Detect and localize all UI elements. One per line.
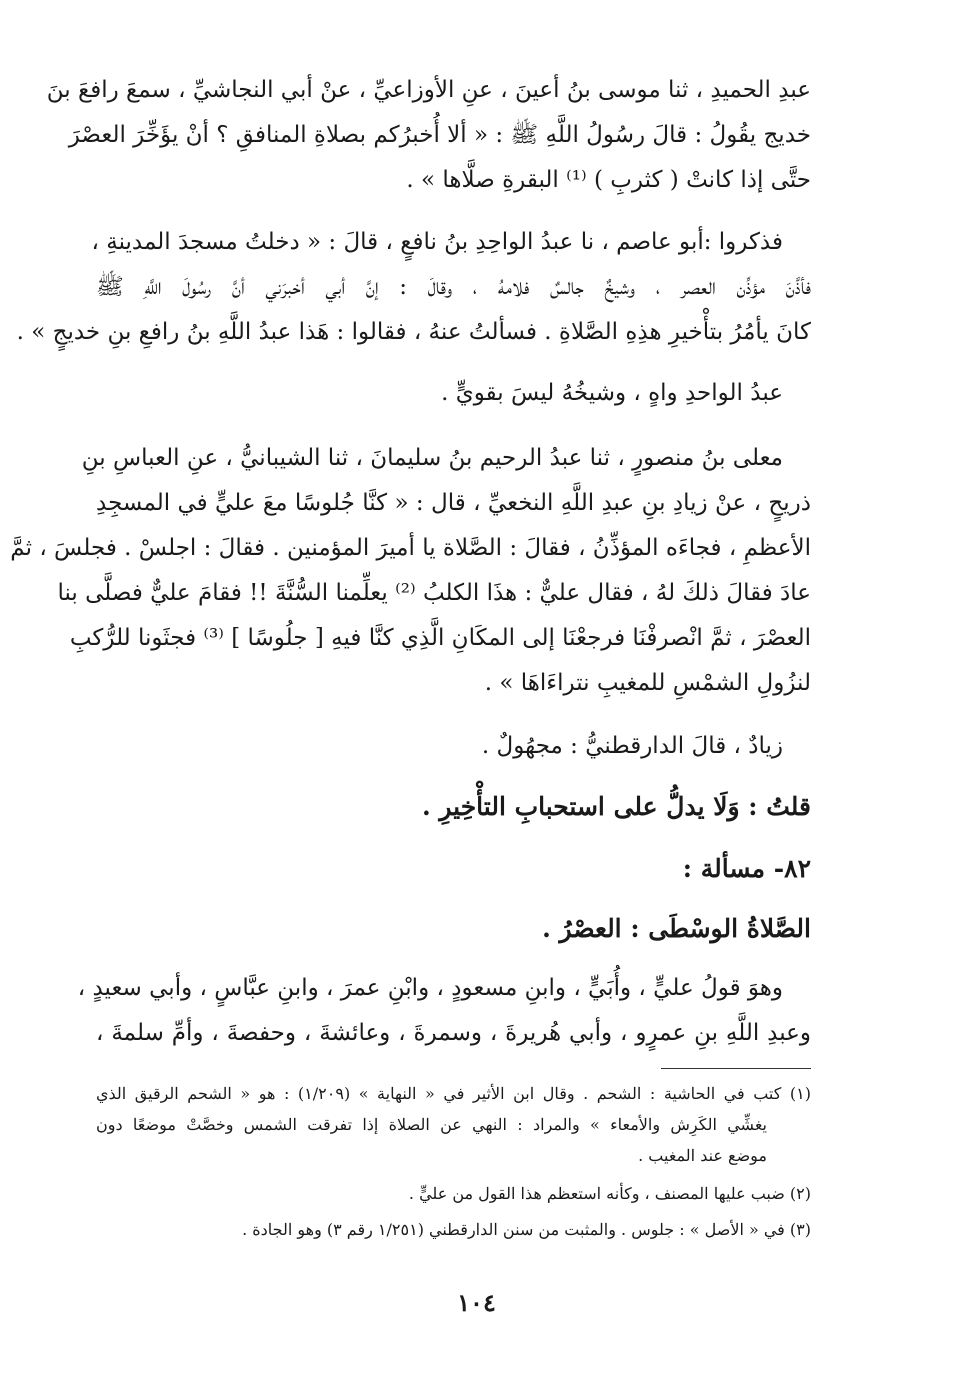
text-line: فأذَّنَ مؤذِّن العصر ، وشيخٌ جالسٌ فلامهُ ، وقالَ : إنَّ أبي أخبرَني أنَّ رسُولَ اللَّهِ ﷺ bbox=[96, 274, 811, 300]
text-line: عبدِ الحميدِ ، ثنا موسى بنُ أعينَ ، عنِ الأوزاعيِّ ، عنْ أبي النجاشيِّ ، سمعَ رافعَ بنَ bbox=[46, 77, 811, 103]
issue-title-heading: الصَّلاةُ الوسْطَى : العصْرُ . bbox=[542, 914, 811, 943]
issue-number-heading: ٨٢- مسألة : bbox=[682, 854, 811, 883]
text-line: فذكروا :أبو عاصم ، نا عبدُ الواحِدِ بنُ نافعٍ ، قالَ : « دخلتُ مسجدَ المدينةِ ، bbox=[91, 229, 783, 255]
footnote-line: (١) كتب في الحاشية : الشحم . وقال ابن الأثير في « النهاية » (١/٢٠٩) : هو « الشحم الرقيق الذي bbox=[96, 1084, 812, 1103]
text-line: عبدُ الواحدِ واهٍ ، وشيخُهُ ليسَ بقويٍّ . bbox=[441, 380, 783, 406]
text-line: ذريحٍ ، عنْ زيادِ بنِ عبدِ اللَّهِ النخعيِّ ، قال : « كنَّا جُلوسًا معَ عليٍّ في المسجِدِ bbox=[96, 490, 811, 516]
text-line: العصْرَ ، ثمَّ انْصرفْنَا فرجعْنَا إلى المكَانِ الَّذِي كنَّا فيهِ [ جلُوسًا ] ⁽³⁾ فجثَونا للرُّكبِ bbox=[69, 625, 811, 651]
text-line: معلى بنُ منصورٍ ، ثنا عبدُ الرحيم بنُ سليمانَ ، ثنا الشيبانيُّ ، عنِ العباسِ بنِ bbox=[81, 445, 783, 471]
text-line: خديج يقُولُ : قالَ رسُولُ اللَّهِ ﷺ : « ألا أُخبرُكم بصلاةِ المنافقِ ؟ أنْ يؤَخِّرَ العصْرَ bbox=[68, 122, 811, 148]
text-line: وهوَ قولُ عليٍّ ، وأُبَيٍّ ، وابنِ مسعودٍ ، وابْنِ عمرَ ، وابنِ عبَّاسٍ ، وأبي سعيدٍ ، bbox=[77, 975, 783, 1001]
text-line: حتَّى إذا كانتْ ( كثربِ ) ⁽¹⁾ البقرةِ صلَّاها » . bbox=[406, 167, 811, 193]
footnote-line: يغشِّي الكَرِش والأمعاء » والمراد : النهي عن الصلاة إذا تفرقت الشمس وخصَّتْ موضعًا دون bbox=[96, 1115, 767, 1134]
text-line: زيادٌ ، قالَ الدارقطنيُّ : مجهُولٌ . bbox=[481, 733, 783, 759]
text-line: وعبدِ اللَّهِ بنِ عمرٍو ، وأبي هُريرةَ ، وسمرةَ ، وعائشةَ ، وحفصةَ ، وأمِّ سلمةَ ، bbox=[96, 1020, 811, 1046]
text-line: الأعظمِ ، فجاءَه المؤذِّنُ ، فقالَ : الصَّلاة يا أميرَ المؤمنين . فقالَ : اجلسْ . فجلسَ ، ثمَّ bbox=[10, 535, 811, 561]
footnote-line: (٣) في « الأصل » : جلوس . والمثبت من سنن الدارقطني (١/٢٥١ رقم ٣) وهو الجادة . bbox=[242, 1220, 811, 1239]
footnote-line: (٢) ضبب عليها المصنف ، وكأنه استعظم هذا القول من عليٍّ . bbox=[408, 1184, 811, 1203]
footnote-separator bbox=[661, 1068, 811, 1069]
text-line: لنزُولِ الشمْسِ للمغيبِ نتراءَاهَا » . bbox=[484, 670, 811, 696]
text-line: كانَ يأمُرُ بتأْخيرِ هذِهِ الصَّلاةِ . فسألتُ عنهُ ، فقالوا : هَذا عبدُ اللَّهِ بنُ رافعِ بنِ خديجٍ » . bbox=[16, 319, 811, 345]
text-line: عادَ فقالَ ذلكَ لهُ ، فقال عليٌّ : هذَا الكلبُ ⁽²⁾ يعلِّمنا السُّنَّةَ !! فقامَ عليٌّ فصلَّى بنا bbox=[57, 580, 811, 606]
footnote-line: موضع عند المغيب . bbox=[638, 1146, 767, 1165]
page-number: ١٠٤ bbox=[457, 1288, 496, 1317]
remark-heading: قلتُ : وَلَا يدلُّ على استحبابِ التأْخِيرِ . bbox=[421, 792, 811, 821]
